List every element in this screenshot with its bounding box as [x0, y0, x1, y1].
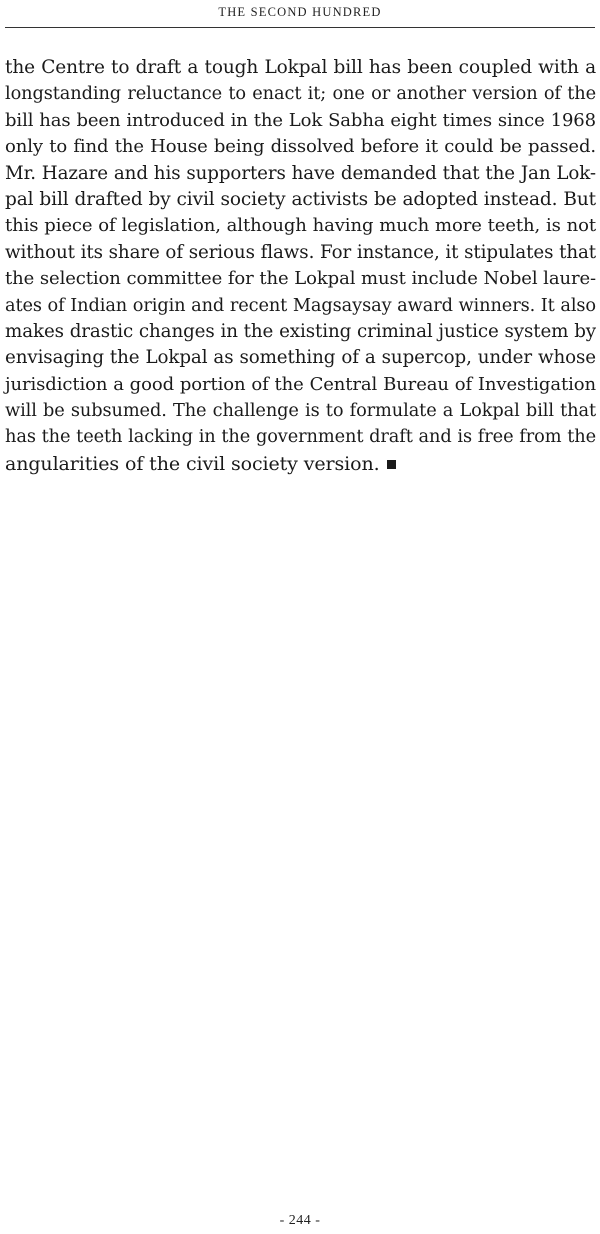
text-line: longstanding reluctance to enact it; one or another version of the — [5, 84, 596, 105]
text-line: the selection committee for the Lokpal must include Nobel laure- — [5, 268, 596, 290]
text-line: only to find the House being dissolved before it could be passed. — [5, 136, 596, 158]
text-line: pal bill drafted by civil society activists be adopted instead. But — [5, 188, 596, 210]
header-rule — [5, 27, 595, 28]
text-line: envisaging the Lokpal as something of a supercop, under whose — [5, 347, 596, 369]
body-text — [5, 55, 596, 477]
end-of-article-square-icon — [387, 460, 396, 469]
text-line: ates of Indian origin and recent Magsaysay award winners. It also — [5, 295, 596, 316]
text-line: will be subsumed. The challenge is to formulate a Lokpal bill that — [5, 401, 596, 422]
text-line-final — [5, 451, 596, 477]
text-line: without its share of serious flaws. For instance, it stipulates that — [5, 241, 596, 263]
text-line: has the teeth lacking in the government draft and is free from the — [5, 427, 596, 448]
text-line: this piece of legislation, although having much more teeth, is not — [5, 215, 596, 237]
text-line: jurisdiction a good portion of the Central Bureau of Investigation — [5, 373, 596, 395]
text-line: makes drastic changes in the existing criminal justice system by — [5, 320, 596, 342]
text-line: bill has been introduced in the Lok Sabha eight times since 1968 — [5, 109, 596, 131]
text-line: Mr. Hazare and his supporters have demanded that the Jan Lok- — [5, 162, 596, 184]
text-line: the Centre to draft a tough Lokpal bill has been coupled with a — [5, 57, 596, 78]
text-line-final-content: angularities of the civil society version. — [5, 452, 380, 475]
page-number: - 244 - — [279, 1213, 321, 1228]
running-head: THE SECOND HUNDRED — [218, 5, 382, 19]
